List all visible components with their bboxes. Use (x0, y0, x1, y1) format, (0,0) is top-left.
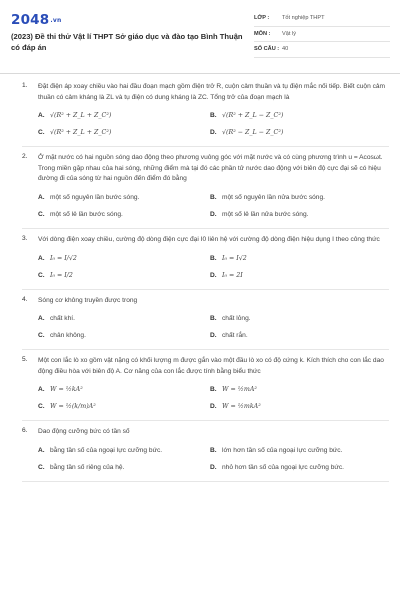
option-letter: D. (210, 129, 217, 137)
question-number: 3. (22, 234, 28, 242)
option-text: một số lẻ lần nửa bước sóng. (222, 210, 309, 218)
option-text: bằng tần số riêng của hệ. (50, 463, 125, 471)
exam-header (0, 0, 400, 80)
meta-value: 40 (282, 46, 289, 53)
option-text: I₀ = I√2 (222, 254, 247, 262)
option-letter: C. (38, 332, 45, 340)
meta-label: SỐ CÂU : (254, 46, 280, 53)
question-list (0, 82, 400, 482)
answer-options (38, 310, 389, 344)
question-text: Một con lắc lò xo gồm vật nặng có khối lượng m được gắn vào một đầu lò xo có độ cứng k. Kích thích cho con lắc dao động điều hòa với biên độ A. Cơ năng của con lắc được tính bằng biểu thức (38, 357, 384, 375)
question-number: 5. (22, 356, 28, 364)
answer-options (38, 442, 389, 476)
answer-options (38, 189, 389, 223)
meta-row-subject (254, 27, 390, 43)
option-letter: A. (38, 315, 45, 323)
option-text: W = ½mA² (222, 386, 257, 394)
option-text: W = ½(k/m)A² (50, 403, 96, 411)
option-text: I₀ = I/2 (50, 271, 73, 279)
option-text: W = ½kA² (50, 386, 83, 394)
answer-option[interactable] (210, 381, 382, 398)
option-text: chất khí. (50, 315, 75, 323)
question-item (22, 421, 389, 482)
question-text: Đặt điện áp xoay chiều vào hai đầu đoạn mạch gồm điện trở R, cuộn cảm thuần và tụ điện mắc nối tiếp. Biết cuộn cảm thuần có cảm kháng là ZL và tụ điện có dung kháng là ZC. Tổng trở của đoạn mạch là (38, 83, 386, 101)
option-text: chất rắn. (222, 332, 248, 340)
answer-options (38, 381, 389, 415)
option-text: nhỏ hơn tần số của ngoại lực cưỡng bức. (222, 463, 344, 471)
answer-option[interactable] (38, 250, 210, 267)
answer-option[interactable] (38, 442, 210, 459)
answer-option[interactable] (210, 206, 382, 223)
option-letter: D. (210, 332, 217, 340)
option-text: một số nguyên lần nửa bước sóng. (222, 193, 325, 201)
answer-option[interactable] (38, 310, 210, 327)
answer-option[interactable] (210, 189, 382, 206)
option-letter: B. (210, 254, 217, 262)
option-letter: B. (210, 386, 217, 394)
question-number: 4. (22, 295, 28, 303)
option-text: √(R² − Z_L − Z_C²) (222, 129, 284, 137)
question-text: Với dòng điện xoay chiều, cường độ dòng điện cực đại I0 liên hệ với cường độ dòng điện hiệu dụng I theo công thức (38, 235, 380, 243)
option-letter: D. (210, 403, 217, 411)
option-text: bằng tần số của ngoại lực cưỡng bức. (50, 446, 163, 454)
answer-option[interactable] (210, 327, 382, 344)
option-letter: C. (38, 129, 45, 137)
answer-option[interactable] (210, 124, 382, 141)
option-letter: A. (38, 112, 45, 120)
answer-option[interactable] (38, 189, 210, 206)
option-text: I₀ = I/√2 (50, 254, 77, 262)
logo-text: 2048 (11, 12, 50, 28)
option-letter: C. (38, 210, 45, 218)
header-divider (0, 73, 400, 74)
answer-option[interactable] (38, 459, 210, 476)
answer-option[interactable] (210, 267, 382, 284)
question-text: Dao động cưỡng bức có tần số (38, 428, 130, 436)
option-letter: A. (38, 446, 45, 454)
question-number: 1. (22, 82, 28, 89)
meta-label: LỚP : (254, 15, 270, 22)
answer-option[interactable] (38, 381, 210, 398)
answer-option[interactable] (38, 206, 210, 223)
meta-row-count (254, 42, 390, 58)
option-letter: C. (38, 271, 45, 279)
option-text: √(R² + Z_L − Z_C²) (222, 112, 284, 120)
option-letter: B. (210, 112, 217, 120)
logo-tld: .vn (50, 16, 62, 24)
answer-option[interactable] (38, 124, 210, 141)
option-text: chất lỏng. (222, 315, 251, 323)
option-letter: B. (210, 193, 217, 201)
answer-option[interactable] (38, 398, 210, 415)
option-text: lớn hơn tần số của ngoại lực cưỡng bức. (222, 446, 343, 454)
question-item (22, 82, 389, 147)
option-letter: B. (210, 315, 217, 323)
meta-value: Tốt nghiệp THPT (282, 15, 325, 22)
meta-row-class (254, 11, 390, 27)
question-number: 6. (22, 427, 28, 435)
question-number: 2. (22, 153, 28, 161)
option-text: một số nguyên lần bước sóng. (50, 193, 140, 201)
option-letter: D. (210, 271, 217, 279)
answer-option[interactable] (210, 398, 382, 415)
exam-meta (254, 11, 390, 58)
option-text: √(R² + Z_L + Z_C²) (50, 129, 112, 137)
option-letter: B. (210, 446, 217, 454)
answer-options (38, 250, 389, 284)
answer-option[interactable] (38, 327, 210, 344)
option-text: chân không. (50, 332, 86, 340)
option-letter: A. (38, 386, 45, 394)
answer-option[interactable] (210, 310, 382, 327)
option-letter: A. (38, 254, 45, 262)
answer-option[interactable] (38, 107, 210, 124)
option-letter: A. (38, 193, 45, 201)
meta-label: MÔN : (254, 30, 271, 37)
question-item (22, 229, 389, 290)
answer-option[interactable] (38, 267, 210, 284)
answer-option[interactable] (210, 459, 382, 476)
question-item (22, 290, 389, 351)
question-item (22, 147, 389, 229)
option-letter: C. (38, 463, 45, 471)
answer-option[interactable] (210, 442, 382, 459)
option-letter: D. (210, 463, 217, 471)
meta-value: Vật lý (282, 30, 296, 37)
answer-option[interactable] (210, 107, 382, 124)
question-text: Ở mặt nước có hai nguồn sóng dao động theo phương vuông góc với mặt nước và có cùng phương trình u = Acosωt. Trong miền gặp nhau của hai sóng, những điểm mà tại đó các phần tử nước dao động với biên độ cực đại sẽ có hiệu đường đi của sóng từ hai nguồn đến điểm đó bằng (38, 154, 383, 183)
option-text: W = ½mkA² (222, 403, 261, 411)
site-logo[interactable] (11, 12, 61, 28)
option-letter: D. (210, 210, 217, 218)
question-text: Sóng cơ không truyền được trong (38, 296, 138, 304)
option-text: √(R² + Z_L + Z_C²) (50, 112, 112, 120)
exam-title: (2023) Đề thi thử Vật lí THPT Sở giáo dục và đào tạo Bình Thuận có đáp án (11, 32, 243, 52)
answer-option[interactable] (210, 250, 382, 267)
answer-options (38, 107, 389, 141)
question-item (22, 350, 389, 421)
option-letter: C. (38, 403, 45, 411)
option-text: một số lẻ lần bước sóng. (50, 210, 123, 218)
option-text: I₀ = 2I (222, 271, 243, 279)
